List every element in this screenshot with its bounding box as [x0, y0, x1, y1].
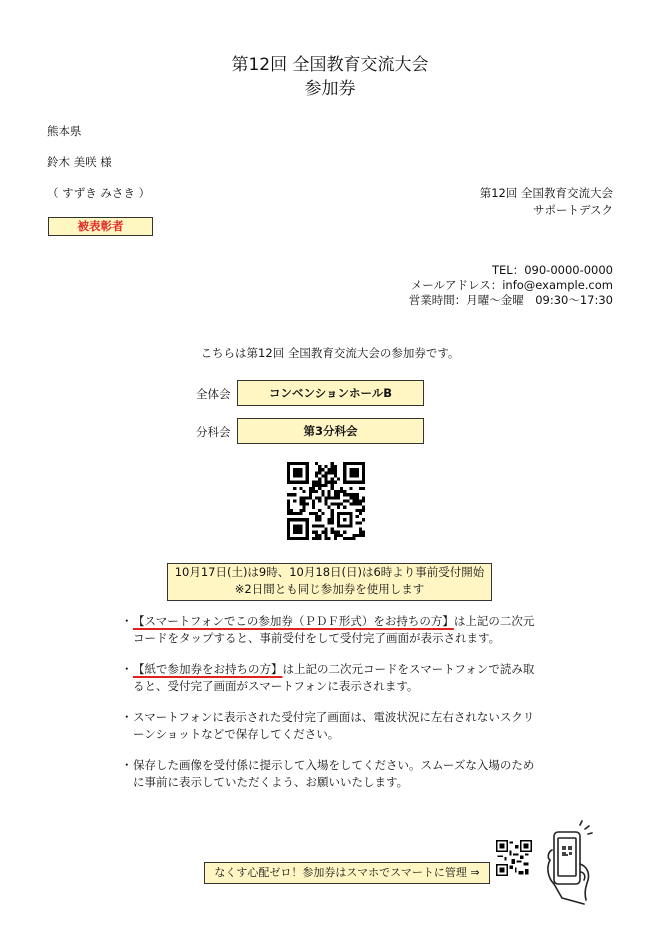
bullet-marker: ・	[121, 614, 133, 628]
bullet-highlight: 【紙で参加券をお持ちの方】	[133, 662, 283, 676]
bullet-text: 保存した画像を受付係に提示して入場をしてください。スムーズな入場のために事前に表示していただくよう、お願いいたします。	[133, 758, 535, 789]
bullet-text: スマートフォンに表示された受付完了画面は、電波状況に左右されないスクリーンショットなどで保存してください。	[133, 710, 535, 741]
field-value-plenary: コンベンションホールB	[237, 380, 424, 406]
list-item	[121, 757, 541, 791]
recipient-prefecture: 熊本県	[47, 124, 82, 138]
recipient-name: 鈴木 美咲 様	[47, 155, 112, 169]
sender-email: メールアドレス：info@example.com	[410, 278, 613, 292]
bullet-marker: ・	[121, 758, 133, 772]
field-value-section: 第3分科会	[237, 418, 424, 444]
qr-code-icon[interactable]	[287, 462, 365, 540]
document-title: 第12回 全国教育交流大会	[231, 55, 429, 75]
bullet-text: は上記の二次元コードをタップすると、事前受付をして受付完了画面が表示されます。	[133, 614, 535, 645]
sender-tel: TEL：090-0000-0000	[492, 263, 613, 277]
recipient-kana: （ すずき みさき ）	[47, 186, 151, 200]
list-item	[121, 613, 541, 647]
list-item	[121, 709, 541, 743]
instructions-list	[121, 613, 541, 805]
bullet-highlight: 【スマートフォンでこの参加券（ＰＤＦ形式）をお持ちの方】	[133, 614, 454, 628]
sender-org: 第12回 全国教育交流大会	[479, 186, 613, 200]
notice-line-1: 10月17日(土)は9時、10月18日(日)は6時より事前受付開始	[174, 565, 485, 579]
phone-in-hand-icon	[544, 820, 614, 906]
bullet-text: は上記の二次元コードをスマートフォンで読み取ると、受付完了画面がスマートフォンに表示されます。	[133, 662, 535, 693]
award-badge: 被表彰者	[48, 217, 153, 236]
notice-line-2: ※2日間とも同じ参加券を使用します	[234, 582, 425, 596]
sender-hours: 営業時間：月曜〜金曜 09:30〜17:30	[408, 293, 613, 307]
smartphone-promo-banner: なくす心配ゼロ！参加券はスマホでスマートに管理 ⇒	[204, 862, 490, 884]
field-label-section: 分科会	[196, 425, 231, 439]
list-item	[121, 661, 541, 695]
pre-registration-notice	[167, 563, 492, 601]
bullet-marker: ・	[121, 710, 133, 724]
sender-dept: サポートデスク	[532, 203, 613, 217]
bullet-marker: ・	[121, 662, 133, 676]
small-qr-code-icon[interactable]	[496, 840, 532, 876]
field-label-plenary: 全体会	[196, 387, 231, 401]
intro-text: こちらは第12回 全国教育交流大会の参加券です。	[200, 346, 460, 360]
document-subtitle: 参加券	[304, 79, 356, 99]
